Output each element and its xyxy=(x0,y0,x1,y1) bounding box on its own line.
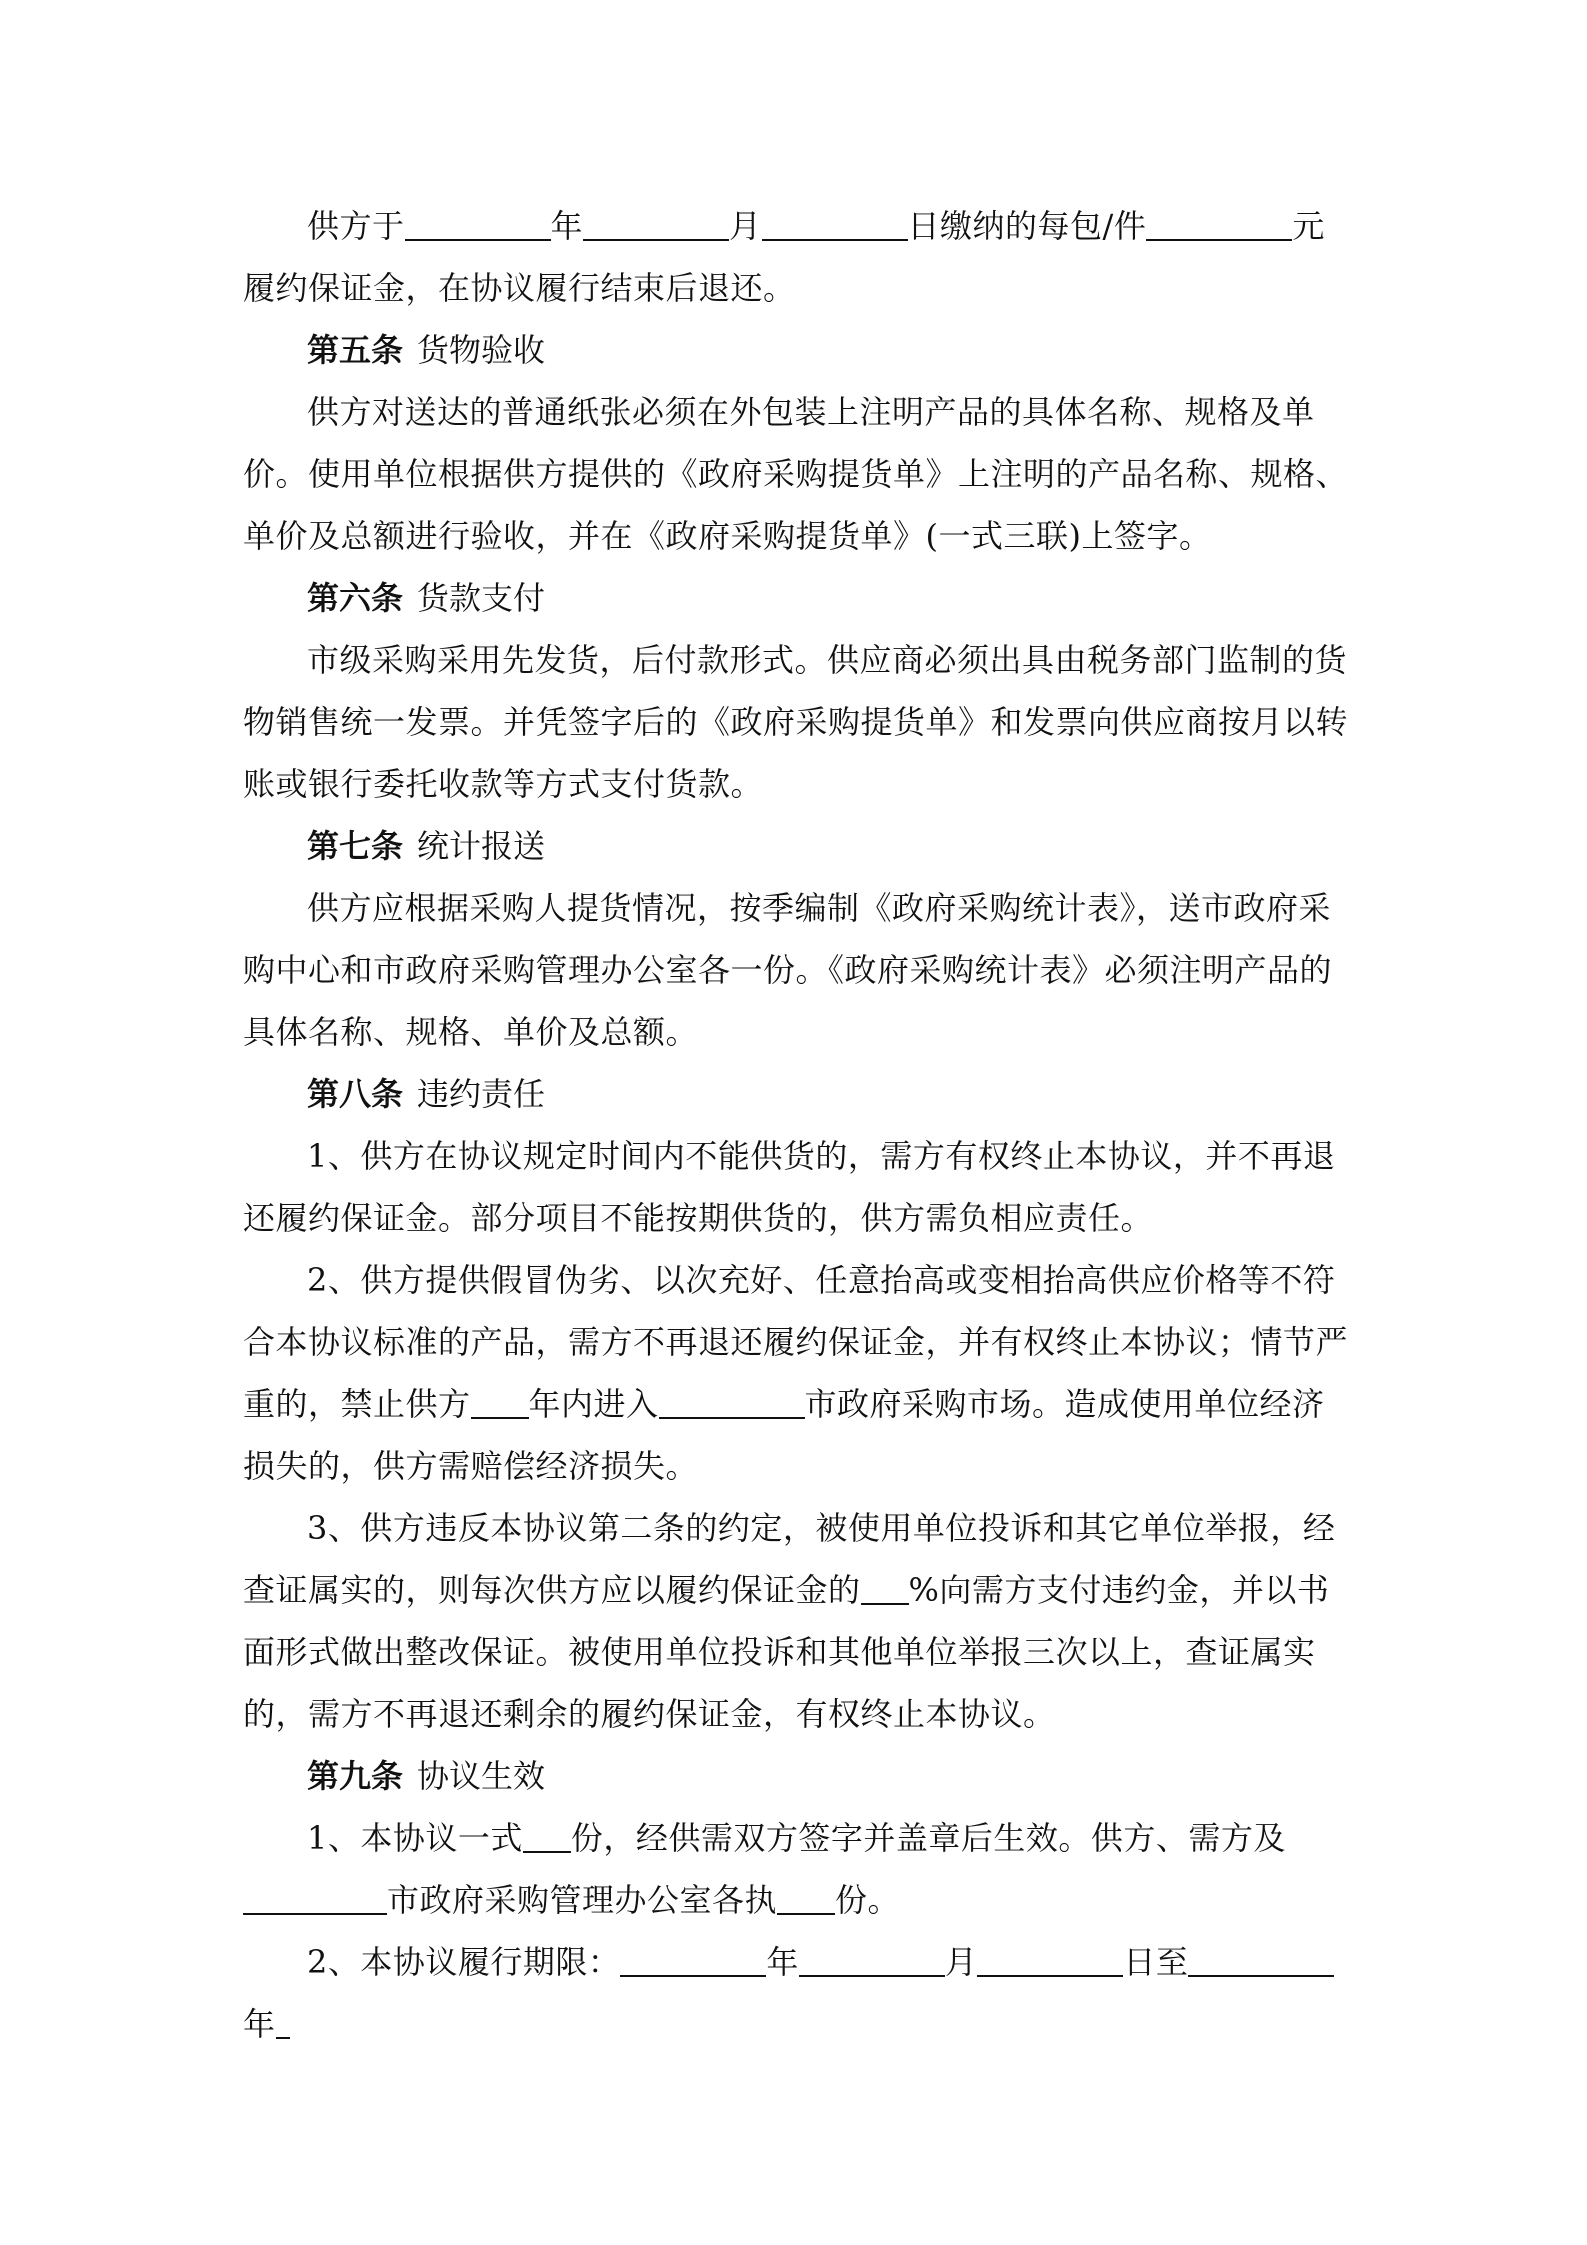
article-9-number: 第九条 xyxy=(307,1757,404,1795)
document-page xyxy=(243,195,1353,2055)
blank-city xyxy=(659,1387,805,1419)
article-5-heading xyxy=(243,319,1353,381)
article-8-item-2-text-a: 2、供方提供假冒伪劣、以次充好、任意抬高或变相抬高供应价格等不符合本协议标准的产品，需方不再退还履约保证金，并有权终止本协议；情节严重的，禁止供方 xyxy=(243,1261,1349,1423)
deposit-paragraph xyxy=(243,195,1353,319)
blank-copies xyxy=(523,1821,571,1853)
article-9-item-1-text-d: 份。 xyxy=(835,1881,901,1919)
article-6-heading xyxy=(243,567,1353,629)
article-9-item-2 xyxy=(243,1931,1353,2055)
article-7-heading xyxy=(243,815,1353,877)
article-8-item-2-text-c: 市政府采购市场。造成使用单位经济损失的，供方需赔偿经济损失。 xyxy=(243,1385,1325,1485)
article-8-item-3-text-a: 3、供方违反本协议第二条的约定，被使用单位投诉和其它单位举报，经查证属实的，则每次供方应以履约保证金的 xyxy=(243,1509,1336,1609)
article-6-title: 货款支付 xyxy=(417,579,546,617)
article-9-item-2-text-b: 年 xyxy=(766,1943,799,1981)
blank-trailing xyxy=(276,2007,290,2039)
article-9-item-1-text-a: 1、本协议一式 xyxy=(307,1819,523,1857)
blank-day xyxy=(762,209,908,241)
blank-start-day xyxy=(977,1945,1123,1977)
article-8-item-1: 1、供方在协议规定时间内不能供货的，需方有权终止本协议，并不再退还履约保证金。部分项目不能按期供货的，供方需负相应责任。 xyxy=(243,1137,1336,1237)
deposit-text-1: 供方于 xyxy=(307,207,405,245)
blank-start-month xyxy=(799,1945,945,1977)
article-8-title: 违约责任 xyxy=(417,1075,546,1113)
article-5-number: 第五条 xyxy=(307,331,404,369)
deposit-text-2: 年 xyxy=(550,207,584,245)
deposit-text-4: 日缴纳的每包/件 xyxy=(907,207,1147,245)
article-6-body: 市级采购采用先发货，后付款形式。供应商必须出具由税务部门监制的货物销售统一发票。并凭签字后的《政府采购提货单》和发票向供应商按月以转账或银行委托收款等方式支付货款。 xyxy=(243,641,1349,803)
article-9-item-2-text-e: 年 xyxy=(243,2005,276,2043)
blank-percent xyxy=(861,1573,909,1605)
article-8-item-3 xyxy=(243,1497,1353,1745)
article-7-body: 供方应根据采购人提货情况，按季编制《政府采购统计表》，送市政府采购中心和市政府采购管理办公室各一份。《政府采购统计表》必须注明产品的具体名称、规格、单价及总额。 xyxy=(243,889,1333,1051)
article-9-item-2-text-c: 月 xyxy=(944,1943,978,1981)
article-9-item-1-text-c: 市政府采购管理办公室各执 xyxy=(387,1881,778,1919)
article-8-item-2-text-b: 年内进入 xyxy=(528,1385,659,1423)
deposit-text-3: 月 xyxy=(729,207,762,245)
blank-month xyxy=(583,209,729,241)
article-5-body: 供方对送达的普通纸张必须在外包装上注明产品的具体名称、规格及单价。使用单位根据供方提供的《政府采购提货单》上注明的产品名称、规格、单价及总额进行验收，并在《政府采购提货单》(一式三联)上签字。 xyxy=(243,393,1349,555)
article-5-title: 货物验收 xyxy=(417,331,546,369)
article-7-number: 第七条 xyxy=(307,827,404,865)
blank-amount xyxy=(1146,209,1292,241)
article-9-item-2-text-d: 日至 xyxy=(1123,1943,1189,1981)
article-8-item-3-text-b: %向需方支付违约金，并以书面形式做出整改保证。被使用单位投诉和其他单位举报三次以上，查证属实的，需方不再退还剩余的履约保证金，有权终止本协议。 xyxy=(243,1571,1330,1733)
article-8-item-2 xyxy=(243,1249,1353,1497)
article-9-item-2-text-a: 2、本协议履行期限： xyxy=(307,1943,621,1981)
article-7-title: 统计报送 xyxy=(417,827,546,865)
blank-city-office-1 xyxy=(243,1883,339,1915)
article-8-number: 第八条 xyxy=(307,1075,404,1113)
article-9-item-1 xyxy=(243,1807,1353,1931)
blank-start-year xyxy=(620,1945,766,1977)
blank-end-year xyxy=(1188,1945,1334,1977)
blank-each-copies xyxy=(777,1883,835,1915)
article-8-heading xyxy=(243,1063,1353,1125)
deposit-text-5: 元履约保证金，在协议履行结束后退还。 xyxy=(243,207,1325,307)
article-9-item-1-text-b: 份，经供需双方签字并盖章后生效。供方、需方及 xyxy=(570,1819,1286,1857)
blank-year xyxy=(405,209,551,241)
article-9-heading xyxy=(243,1745,1353,1807)
article-9-title: 协议生效 xyxy=(417,1757,546,1795)
blank-years xyxy=(471,1387,529,1419)
article-6-number: 第六条 xyxy=(307,579,404,617)
blank-city-office-2 xyxy=(339,1883,387,1915)
